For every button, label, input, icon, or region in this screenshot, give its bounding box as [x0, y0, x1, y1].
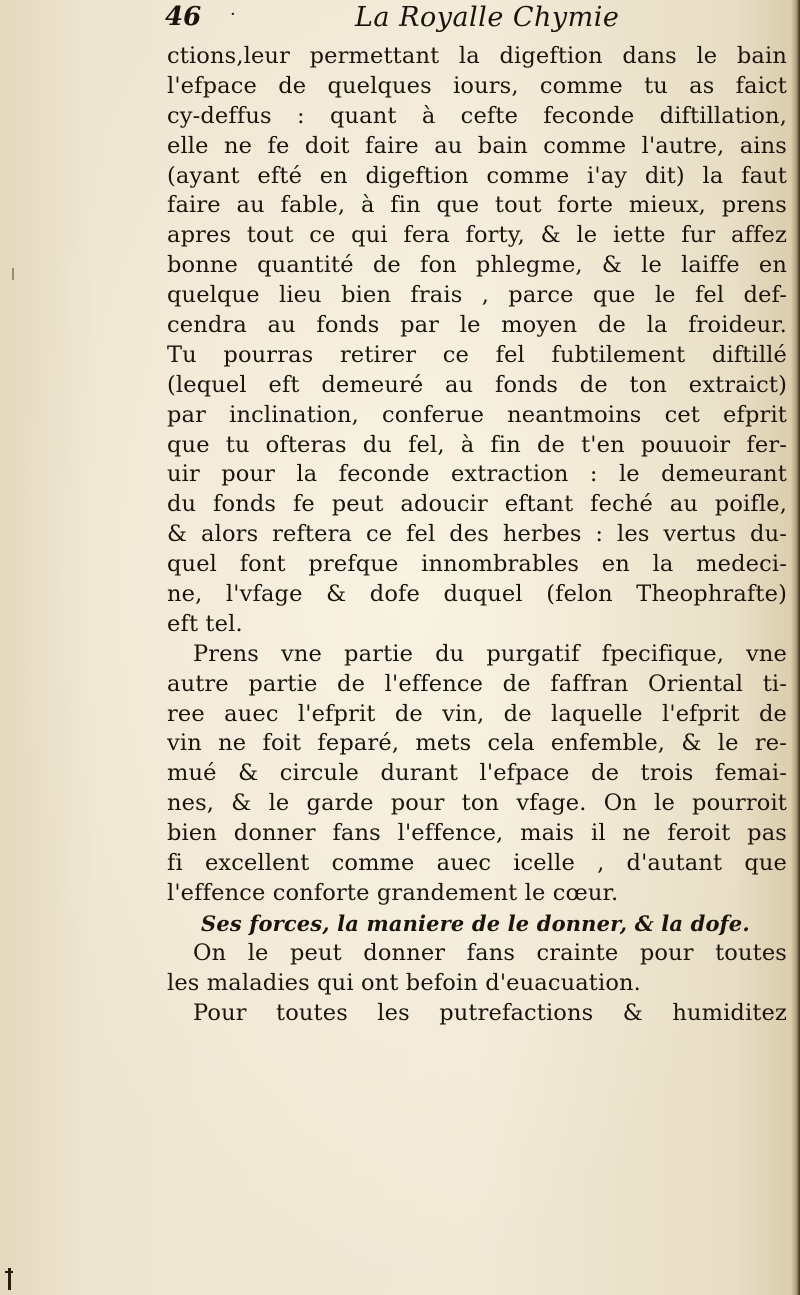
body-text	[167, 42, 787, 1028]
text-line: l'effence conforte grandement le cœur.	[167, 879, 619, 906]
text-line: bien donner fans l'effence, mais il ne feroit pas	[167, 820, 787, 847]
margin-mark	[8, 1268, 11, 1290]
text-line: bonne quantité de fon phlegme, & le laiffe en	[167, 252, 787, 279]
text-line: (ayant efté en digeftion comme i'ay dit) la faut	[167, 162, 787, 189]
text-line: quelque lieu bien frais , parce que le fel def-	[167, 282, 787, 309]
text-line: autre partie de l'effence de faffran Oriental ti-	[167, 670, 787, 697]
text-line: que tu ofteras du fel, à fin de t'en pouuoir fer-	[167, 431, 787, 458]
paragraph-start-line: On le peut donner fans crainte pour toutes	[193, 939, 787, 966]
text-line: l'efpace de quelques iours, comme tu as faict	[167, 72, 787, 99]
text-line: les maladies qui ont befoin d'euacuation.	[167, 969, 641, 996]
text-line: fi excellent comme auec icelle , d'autant que	[167, 850, 787, 877]
text-line: par inclination, conferue neantmoins cet efprit	[167, 401, 787, 428]
text-line: & alors reftera ce fel des herbes : les vertus du-	[167, 521, 787, 548]
text-line: eft tel.	[167, 610, 243, 637]
text-line: cy-deffus : quant à cefte feconde diftillation,	[167, 102, 787, 129]
text-line: mué & circule durant l'efpace de trois femai-	[167, 760, 787, 787]
text-line: ne, l'vfage & dofe duquel (felon Theophrafte)	[167, 581, 787, 608]
text-line: ctions,leur permettant la digeftion dans le bain	[167, 43, 787, 69]
text-line: uir pour la feconde extraction : le demeurant	[167, 461, 787, 488]
text-line: du fonds fe peut adoucir eftant feché au poifle,	[167, 491, 787, 518]
text-line: vin ne foit feparé, mets cela enfemble, & le re-	[167, 730, 787, 757]
running-title: La Royalle Chymie	[355, 2, 620, 33]
text-line: ree auec l'efprit de vin, de laquelle l'efprit de	[167, 700, 787, 727]
page-header	[165, 2, 785, 38]
section-heading: Ses forces, la maniere de le donner, & la dofe.	[201, 910, 750, 936]
margin-speck	[12, 268, 14, 280]
text-line: apres tout ce qui fera forty, & le iette fur affez	[167, 222, 787, 249]
text-line: Tu pourras retirer ce fel fubtilement diftillé	[167, 341, 787, 368]
paragraph-start-line: Prens vne partie du purgatif fpecifique, vne	[193, 640, 787, 667]
text-line: elle ne fe doit faire au bain comme l'autre, ains	[167, 132, 787, 159]
page-edge-shadow	[791, 0, 800, 1295]
page-number: 46	[165, 2, 202, 32]
text-line: faire au fable, à fin que tout forte mieux, prens	[167, 192, 787, 219]
text-line: nes, & le garde pour ton vfage. On le pourroit	[167, 790, 787, 817]
paragraph-start-line: Pour toutes les putrefactions & humiditez	[193, 999, 787, 1026]
text-line: cendra au fonds par le moyen de la froideur.	[167, 312, 787, 339]
text-line: (lequel eft demeuré au fonds de ton extraict)	[167, 371, 787, 398]
header-separator: ·	[230, 4, 236, 25]
text-line: quel font prefque innombrables en la medeci-	[167, 551, 787, 578]
